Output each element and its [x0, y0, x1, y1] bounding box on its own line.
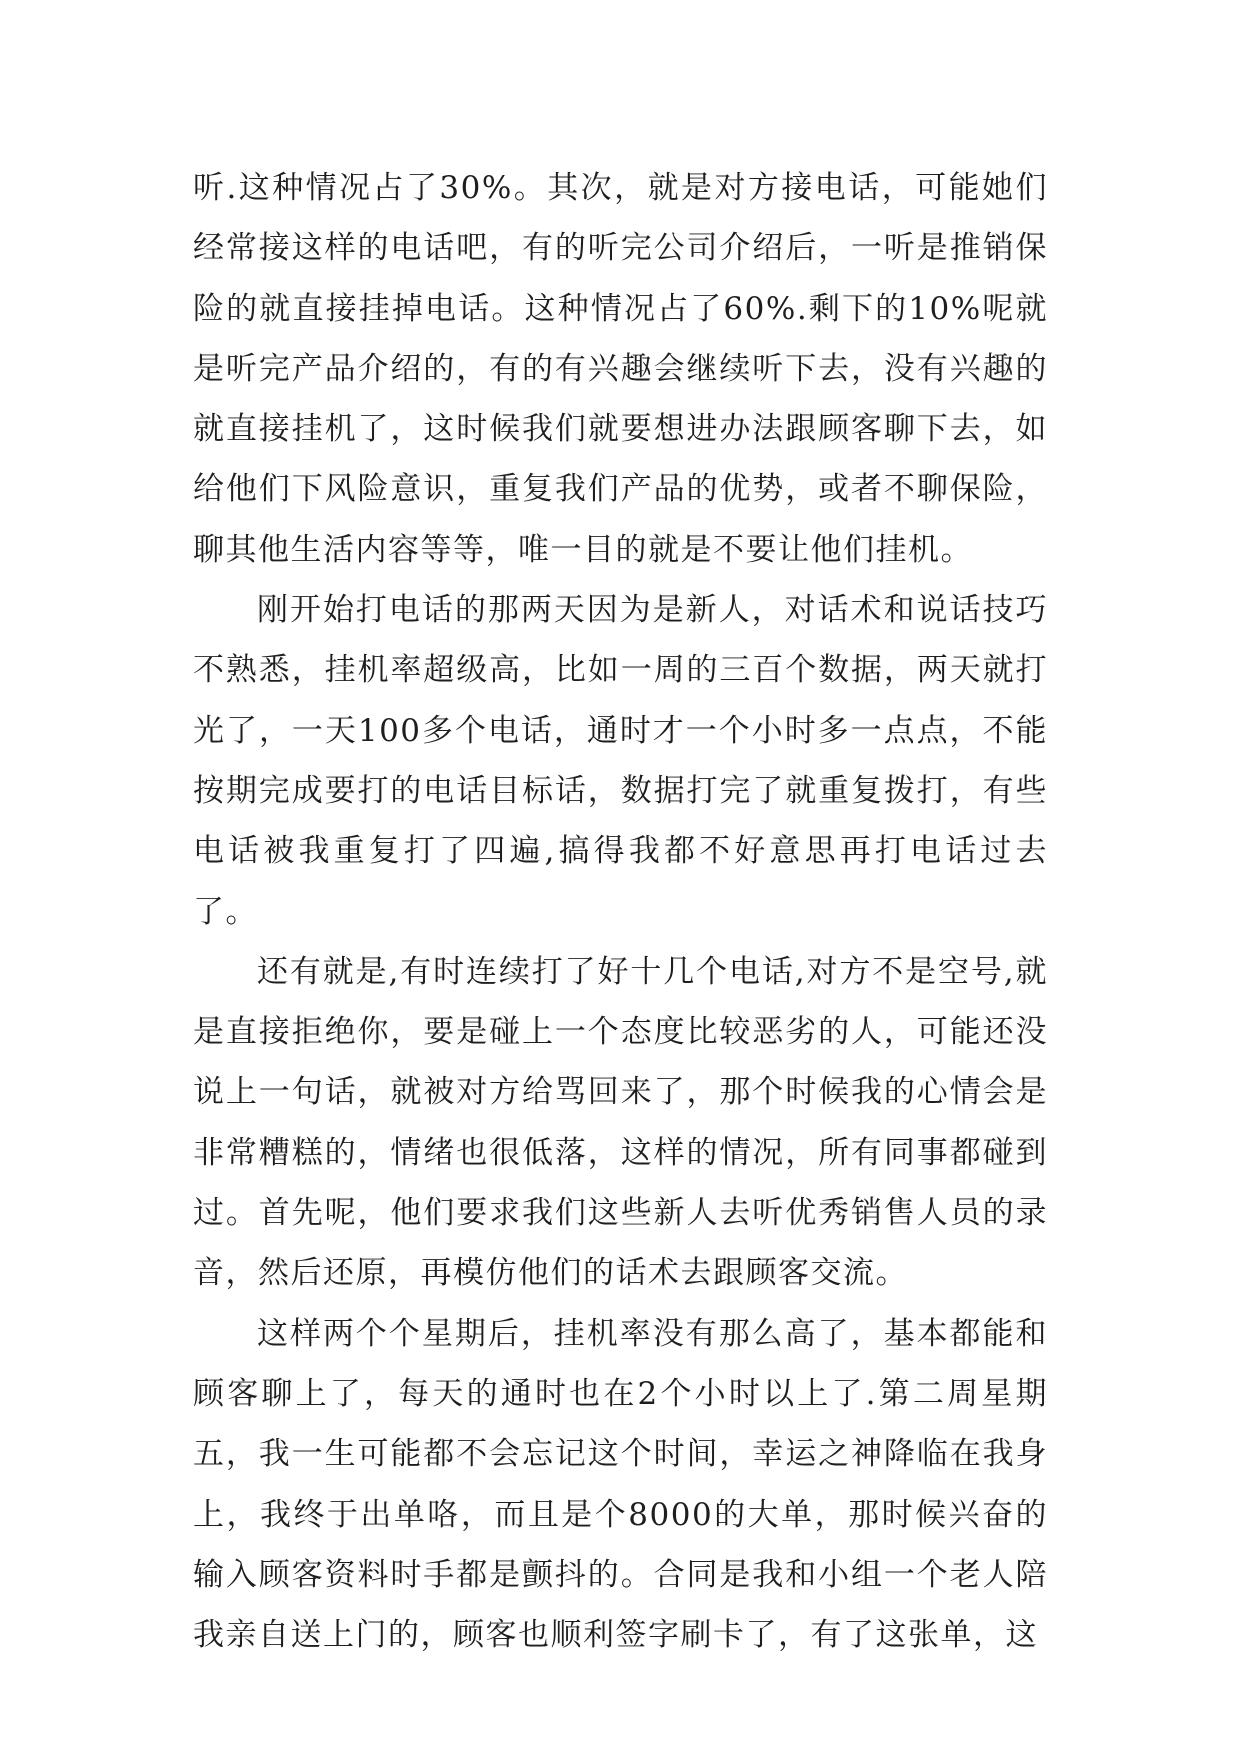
paragraph-4: 这样两个个星期后，挂机率没有那么高了，基本都能和顾客聊上了，每天的通时也在2个小时以上了.第二周星期五，我一生可能都不会忘记这个时间，幸运之神降临在我身上，我终于出单咯，而且是个8000的大单，那时候兴奋的输入顾客资料时手都是颤抖的。合同是我和小组一个老人陪我亲自送上门的，顾客也顺利签字刷卡了，有了这张单，这	[193, 1315, 1048, 1654]
document-body	[193, 158, 1048, 1665]
paragraph-2: 刚开始打电话的那两天因为是新人，对话术和说话技巧不熟悉，挂机率超级高，比如一周的三百个数据，两天就打光了，一天100多个电话，通时才一个小时多一点点，不能按期完成要打的电话目标话，数据打完了就重复拨打，有些电话被我重复打了四遍,搞得我都不好意思再打电话过去了。	[193, 592, 1048, 930]
paragraph-1: 听.这种情况占了30%。其次，就是对方接电话，可能她们经常接这样的电话吧，有的听完公司介绍后，一听是推销保险的就直接挂掉电话。这种情况占了60%.剩下的10%呢就是听完产品介绍的，有的有兴趣会继续听下去，没有兴趣的就直接挂机了，这时候我们就要想进办法跟顾客聊下去，如给他们下风险意识，重复我们产品的优势，或者不聊保险，聊其他生活内容等等，唯一目的就是不要让他们挂机。	[193, 170, 1048, 568]
paragraph-3: 还有就是,有时连续打了好十几个电话,对方不是空号,就是直接拒绝你，要是碰上一个态度比较恶劣的人，可能还没说上一句话，就被对方给骂回来了，那个时候我的心情会是非常糟糕的，情绪也很低落，这样的情况，所有同事都碰到过。首先呢，他们要求我们这些新人去听优秀销售人员的录音，然后还原，再模仿他们的话术去跟顾客交流。	[193, 953, 1048, 1292]
